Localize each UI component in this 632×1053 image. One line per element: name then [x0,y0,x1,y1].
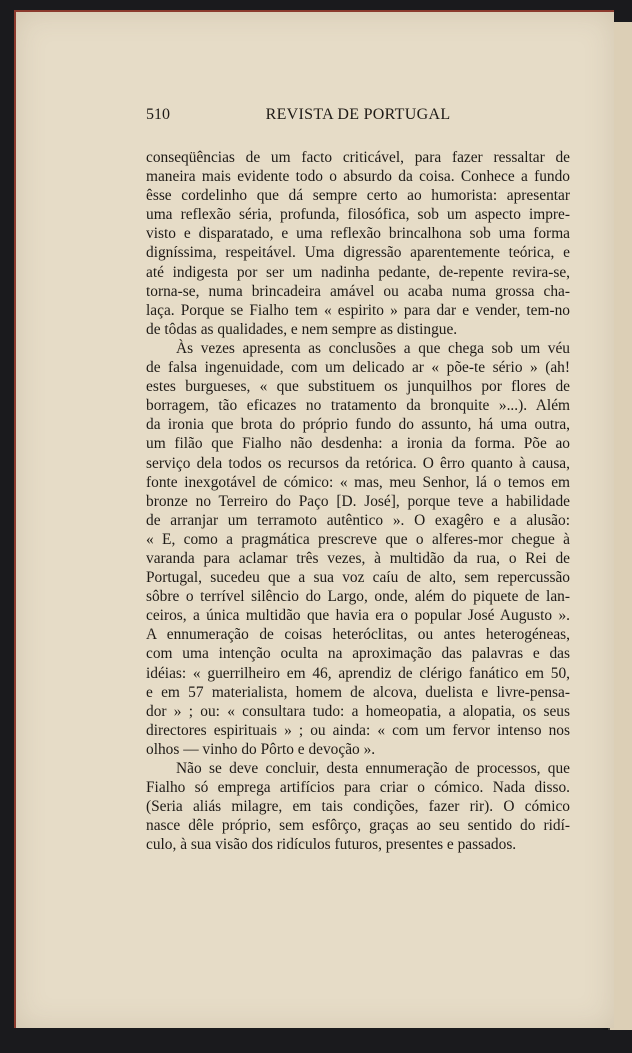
page-header [146,106,570,130]
text-line: com uma intenção oculta na aproximação das palavras e das [146,645,570,663]
text-line: ceiros, a única multidão que havia era o popular José Augusto ». [146,607,570,625]
text-line: directores espirituais » ; ou ainda: « com um fervor intenso nos [146,721,570,739]
text-line: de tôdas as qualidades, e nem sempre as distingue. [146,320,458,338]
text-line: visto e disparatado, e uma reflexão brincalhona sob uma forma [146,225,570,243]
text-line: até indigesta por ser um nadinha pedante, de-repente revira-se, [146,263,570,281]
text-line: da ironia que brota do próprio fundo do assunto, há uma outra, [146,416,570,434]
text-line: uma reflexão séria, profunda, filosófica, sob um aspecto impre- [146,206,570,224]
text-line: A ennumeração de coisas heteróclitas, ou antes heterogéneas, [146,626,570,644]
text-line: um filão que Fialho não desdenha: a ironia da forma. Põe ao [146,435,570,453]
text-line: idéias: « guerrilheiro em 46, aprendiz de clérigo fanático em 50, [146,664,570,682]
text-line: olhos — vinho do Pôrto e devoção ». [146,740,376,758]
text-line: de falsa ingenuidade, com um delicado ar « põe-te sério » (ah! [146,359,570,377]
page-number: 510 [146,106,170,123]
text-line: culo, à sua visão dos ridículos futuros, presentes e passados. [146,836,517,854]
text-line: laça. Porque se Fialho tem « espirito » para dar e vender, tem-no [146,301,570,319]
text-line: Não se deve concluir, desta ennumeração de processos, que [176,760,570,777]
text-line: de arranjar um terramoto autêntico ». O exagêro e a alusão: [146,511,570,529]
text-line: Às vezes apresenta as conclusões a que chega sob um véu [176,339,570,357]
text-line: conseqüências de um facto criticável, para fazer ressaltar de [146,149,570,166]
text-line: (Seria aliás milagre, em tais condições, fazer rir). O cómico [146,798,570,816]
text-line: torna-se, numa brincadeira amável ou acaba numa grossa cha- [146,282,570,300]
text-line: Portugal, sucedeu que a sua voz caíu de alto, sem repercussão [146,569,570,587]
text-line: sôbre o terrível silêncio do Largo, onde, além do piquete de lan- [146,588,570,606]
text-line: Fialho só emprega artifícios para criar o cómico. Nada disso. [146,779,570,797]
body-text [146,148,570,854]
text-line: borragem, tão eficazes no tratamento da bronquite »...). Além [146,397,570,415]
text-line: estes burgueses, « que substituem os junquilhos por flores de [146,378,570,396]
text-line: fonte inexgotável de cómico: « mas, meu Senhor, lá o temos em [146,473,570,491]
text-line: serviço dela todos os recursos da retórica. O êrro quanto à causa, [146,454,570,472]
text-line: bronze no Terreiro do Paço [D. José], porque teve a habilidade [146,492,570,510]
running-title: REVISTA DE PORTUGAL [265,106,451,123]
text-line: varanda para aclamar três vezes, à multidão da rua, o Rei de [146,549,570,567]
text-line: e em 57 materialista, homem de alcova, duelista e livre-pensa- [146,683,570,701]
text-line: êsse cordelinho que dá sempre certo ao humorista: apresentar [146,187,570,205]
text-line: maneira mais evidente todo o absurdo da coisa. Conhece a fundo [146,168,570,186]
text-line: nasce dêle próprio, sem esfôrço, graças ao seu sentido do ridí- [146,817,570,835]
text-line: « E, como a pragmática prescreve que o alferes-mor chegue à [146,530,570,548]
text-line: digníssima, respeitável. Uma digressão aparentemente teórica, e [146,244,570,262]
text-line: dor » ; ou: « consultara tudo: a homeopatia, a alopatia, os seus [146,702,570,720]
